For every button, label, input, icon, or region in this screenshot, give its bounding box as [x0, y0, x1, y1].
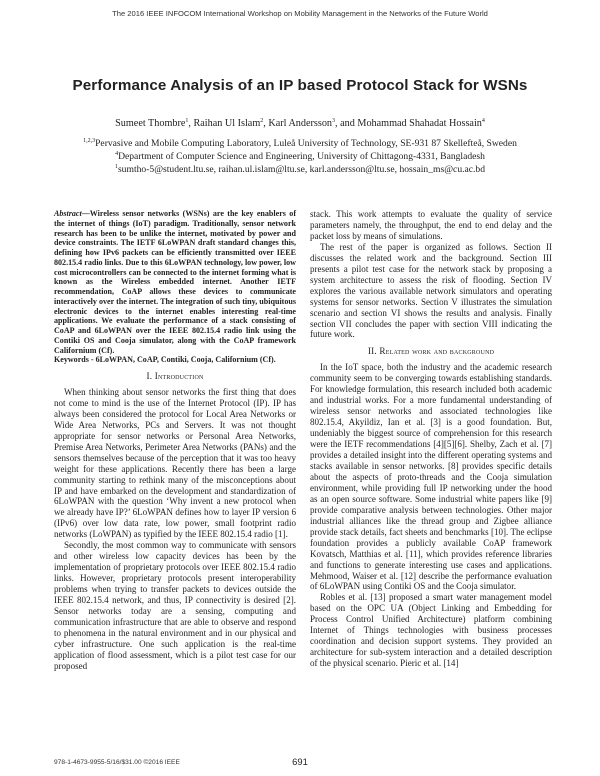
body-paragraph: When thinking about sensor networks the first thing that does not come to mind is the use of the Internet Protocol (IP). IP has always been considered the protocol for Local Area Networks or Wide Area Networks, PCs and Servers. It was not thought appropriate for sensor networks or Personal Area Networks, Premise Area Networks, Perimeter Area Networks (PANs) and the sensors themselves because of the perception that it was too heavy weight for these applications. Recently there has been a large community starting to rethink many of the misconceptions about IP and have embarked on the development and standardization of 6LoWPAN with the question ‘Why invent a new protocol when we already have IP?’ 6LoWPAN defines how to layer IP version 6 (IPv6) over low data rate, low power, small footprint radio networks (LoWPAN) as typified by the IEEE 802.15.4 radio [1]. [54, 386, 296, 540]
affiliation-line [0, 137, 600, 150]
author-affiliation-marker: 4 [481, 118, 485, 124]
author-name: Raihan Ul Islam [193, 118, 261, 129]
abstract [54, 209, 296, 355]
body-paragraph: Robles et al. [13] proposed a smart water management model based on the OPC UA (Object Linking and Embedding for Process Control Unified Architecture) platform combining Internet of Things technologies with business processes coordination and decision support systems. They provided an architecture for sub-system interaction and a detailed description of the physical scenario. Pieric et al. [14] [310, 592, 552, 669]
email-line [0, 163, 600, 176]
affiliation-line [0, 150, 600, 163]
author-name: Sumeet Thombre [115, 118, 186, 129]
author-affiliation-marker: 3 [332, 118, 336, 124]
section-heading-introduction [54, 371, 296, 382]
section-number: II. [367, 346, 377, 357]
running-head: The 2016 IEEE INFOCOM International Workshop on Mobility Management in the Networks of the Future World [112, 9, 488, 18]
body-paragraph: The rest of the paper is organized as follows. Section II discusses the related work and the background. Section III presents a pilot test case for the network stack by proposing a system architecture to assess the risk of flooding. Section IV explores the various available network simulators and operating systems for sensor networks. Section V illustrates the simulation scenario and section VI shows the results and analysis. Finally section VII concludes the paper with section VIII indicating the future work. [310, 241, 552, 340]
affiliation-text: Department of Computer Science and Engineering, University of Chittagong-4331, Bangladesh [118, 151, 485, 162]
abstract-text: —Wireless sensor networks (WSNs) are the key enablers of the internet of things (IoT) paradigm. Traditionally, sensor network research has been to be unlike the internet, motivated by power and device constraints. The IETF 6LoWPAN draft standard changes this, defining how IPv6 packets can be efficiently transmitted over IEEE 802.15.4 radio links. Due to this 6LoWPAN technology, low power, low cost microcontrollers can be connected to the internet forming what is known as the Wireless embedded internet. Another IETF recommendation, CoAP allows these devices to communicate interactively over the internet. The integration of such tiny, ubiquitous electronic devices to the internet enables interesting real-time applications. We evaluate the performance of a stack consisting of CoAP and 6LoWPAN over the IEEE 802.15.4 radio link using the Contiki OS and Cooja simulator, along with the CoAP framework Californium (Cf). [54, 209, 296, 355]
copyright-line: 978-1-4673-9955-5/16/$31.00 ©2016 IEEE [54, 759, 180, 766]
email-list: sumtho-5@student.ltu.se, raihan.ul.islam@ltu.se, karl.andersson@ltu.se, hossain_ms@cu.ac.bd [117, 164, 486, 175]
keywords: Keywords - 6LoWPAN, CoAP, Contiki, Cooja, Californium (Cf). [54, 355, 276, 365]
author-name: and Mohammad Shahadat Hossain [340, 118, 482, 129]
page-number: 691 [292, 756, 308, 767]
affiliation-text: Pervasive and Mobile Computing Laboratory, Luleå University of Technology, SE-931 87 Skellefteå, Sweden [95, 138, 517, 149]
affiliation-marker: 1 [114, 164, 118, 170]
body-paragraph: In the IoT space, both the industry and the academic research community seem to be converging towards establishing standards. For knowledge formulation, this research included both academic and industrial works. For a more fundamental understanding of wireless sensor networks and associated technologies like 802.15.4, Akyildiz, Ian et al. [3] is a good foundation. But, undeniably the biggest source of comprehension for this research were the IETF recommendations [4][5][6]. Shelby, Zach et al. [7] provides a detailed insight into the different operating systems and stacks available in sensor networks. [8] provides specific details about the aspects of proto-threads and the Cooja simulation environment, while providing full IP networking under the hood as an open source software. Some industrial white papers like [9] provide comparative analysis between technologies. Other major industrial alliances like the thread group and Zigbee alliance provide stack details, fact sheets and benchmarks [10]. The eclipse foundation provides a publicly available CoAP framework Kovatsch, Matthias et al. [11], which provides reference libraries and functions to generate interesting use cases and applications. Mehmood, Waiser et al. [12] describe the performance evaluation of 6LoWPAN using Contiki OS and the Cooja simulator. [310, 362, 552, 592]
author-name: Karl Andersson [268, 118, 333, 129]
section-number: I. [146, 371, 153, 381]
body-paragraph: Secondly, the most common way to communicate with sensors and other wireless low capacity devices has been by the implementation of proprietary protocols over IEEE 802.15.4 radio links. However, proprietary protocols present interoperability problems when trying to transfer packets to devices outside the IEEE 802.15.4 network, and thus, IP connectivity is desired [2]. Sensor networks today are a sensing, computing and communication infrastructure that are able to observe and respond to phenomena in the natural environment and in our physical and cyber infrastructure. One such application is the real-time application of flood assessment, which is a pilot test case for our proposed [54, 540, 296, 671]
section-title: Related work and background [379, 346, 495, 357]
left-column [54, 209, 296, 672]
affiliation-marker: 4 [115, 151, 119, 157]
paper-title: Performance Analysis of an IP based Protocol Stack for WSNs [72, 77, 528, 94]
affiliation-marker: 1,2,3 [83, 138, 96, 144]
author-list: Sumeet Thombre$^1$, Raihan Ul Islam$^2$, Karl Andersson$^3$, and Mohammad Shahadat Hossain$^4$ [115, 118, 485, 129]
right-column [310, 209, 552, 669]
body-paragraph: stack. This work attempts to evaluate the quality of service parameters namely, the throughput, the end to end delay and the packet loss by means of simulations. [310, 209, 552, 241]
section-title: Introduction [154, 371, 204, 381]
author-affiliation-marker: 2 [260, 118, 264, 124]
section-heading-related-work [310, 346, 552, 357]
abstract-lead: Abstract [54, 209, 82, 218]
author-affiliation-marker: 1 [185, 118, 189, 124]
